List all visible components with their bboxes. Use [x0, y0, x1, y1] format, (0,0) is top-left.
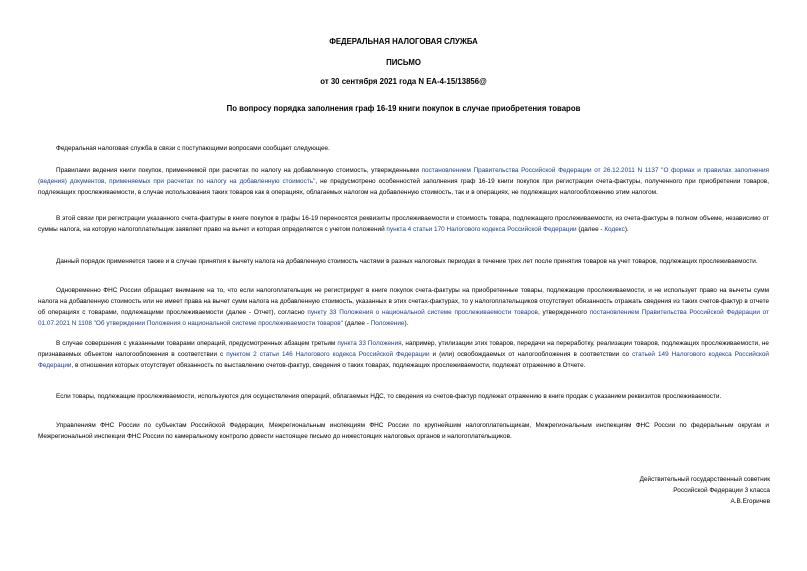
paragraph-intro — [38, 143, 769, 154]
paragraph-text: Федеральная налоговая служба в связи с поступающими вопросами сообщает следующее. — [56, 145, 330, 152]
paragraph-4 — [38, 256, 769, 267]
paragraph-text: , утвержденного — [537, 309, 590, 316]
tax-code-art170-link[interactable]: пункта 4 статьи 170 Налогового кодекса Российской Федерации — [386, 226, 577, 233]
document-subject: По вопросу порядка заполнения граф 16-19 книги покупок в случае приобретения товаров — [226, 104, 581, 113]
paragraph-text: Управлениям ФНС России по субъектам Российской Федерации, Межрегиональным инспекциям ФНС России по крупнейшим налогоплательщикам, Межрегиональным инспекциям ФНС России по федеральным округам и Межрегиональной инспекции ФНС России по камеральному контролю довести настоящее письмо до нижестоящих налоговых органов и налогоплательщиков. — [38, 422, 769, 440]
paragraph-text: В этой связи при регистрации указанного счета-фактуры в книге покупок в графы 16-19 переносятся реквизиты прослеживаемости и стоимость товара, подлежащего прослеживаемости, из счета-фактуры в полном объеме, независимо от суммы налога, на которую налогоплательщик заявляет право на вычет и которая определяется с учетом положений — [38, 215, 769, 233]
agency-title: ФЕДЕРАЛЬНАЯ НАЛОГОВАЯ СЛУЖБА — [329, 37, 478, 46]
paragraph-text: ). — [404, 320, 409, 327]
decree-1137-link[interactable]: постановлением Правительства Российской Федерации от 26.12.2011 N 1137 "О формах и правилах заполнения (ведения) документов, применяемых при расчетах по налогу на добавленную стоимость" — [38, 167, 769, 185]
paragraph-5 — [38, 285, 769, 329]
paragraph-text: Одновременно ФНС России обращает внимание на то, что если налогоплательщик не регистрирует в книге покупок счета-фактуры на приобретенные товары, подлежащие прослеживаемости, и не использует право на вычеты сумм налога на добавленную стоимость или не имеет права на вычет сумм налога на добавленную стоимость, указанных в этих счетах-фактурах, то у налогоплательщиков отсутствует обязанность отражать сведения из таких счетов-фактур в отчете об операциях с товарами, подлежащими прослеживаемости (далее - Отчет), согласно — [38, 287, 769, 316]
signature-class: Российской Федерации 3 класса — [673, 487, 770, 494]
paragraph-2 — [38, 165, 769, 198]
paragraph-7 — [38, 391, 769, 402]
regulation-p33-link[interactable]: пункту 33 Положения о национальной системе прослеживаемости товаров — [307, 309, 538, 316]
tax-code-art146-link[interactable]: пунктом 2 статьи 146 Налогового кодекса Российской Федерации — [226, 351, 430, 358]
regulation-link[interactable]: Положение — [370, 320, 405, 327]
paragraph-6 — [38, 338, 769, 371]
paragraph-3 — [38, 213, 769, 235]
paragraph-text: В случае совершения с указанными товарами операций, предусмотренных абзацем третьим — [56, 340, 338, 347]
paragraph-text: , не предусмотрено особенностей заполнения граф 16-19 книги покупок при регистрации счета-фактуры, полученного при приобретении товаров, подлежащих прослеживаемости, в случае использования таких товаров как в операциях, облагаемых налогом на добавленную стоимость, так и в операциях, не подлежащих налогообложению этим налогом. — [38, 178, 769, 196]
signature-block — [560, 474, 770, 507]
paragraph-text: Правилами ведения книги покупок, применяемой при расчетах по налогу на добавленную стоимость, утвержденными — [56, 167, 422, 174]
paragraph-text: Если товары, подлежащие прослеживаемости, используются для осуществления операций, облагаемых НДС, то сведения из счетов-фактур подлежат отражению в книге продаж с указанием реквизитов прослеживаемости. — [56, 393, 722, 400]
paragraph-text: и (или) освобождаемых от налогообложения в соответствии со — [429, 351, 633, 358]
signature-name: А.В.Егоричев — [730, 498, 770, 505]
paragraph-text: , например, утилизации этих товаров, передачи на переработку, реализации товаров, подлежащих прослеживаемости, не признаваемых объектом налогообложения в соответствии с — [38, 340, 769, 358]
paragraph-text: (далее - — [342, 320, 371, 327]
paragraph-text: , в отношении которых отсутствует обязанность по выставлению счетов-фактур, сведения о таких товарах, подлежащих прослеживаемости, подлежат отражению в Отчете. — [71, 362, 586, 369]
tax-code-art149-link[interactable]: статьей 149 Налогового кодекса Российской Федерации — [38, 351, 770, 369]
tax-code-link[interactable]: Кодекс — [604, 226, 625, 233]
decree-1108-link[interactable]: постановлением Правительства Российской Федерации от 01.07.2021 N 1108 "Об утверждении Положения о национальной системе прослеживаемости товаров" — [38, 309, 769, 327]
signature-rank: Действительный государственный советник — [639, 476, 770, 483]
document-date-number: от 30 сентября 2021 года N ЕА-4-15/13856@ — [320, 77, 487, 86]
paragraph-text: ). — [624, 226, 629, 233]
document-type: ПИСЬМО — [386, 58, 421, 67]
paragraph-text: Данный порядок применяется также и в случае принятия к вычету налога на добавленную стоимость частями в разных налоговых периодах в течение трех лет после принятия товаров на учет товаров, подлежащих прослеживаемости. — [56, 258, 758, 265]
paragraph-text: (далее - — [576, 226, 605, 233]
regulation-p33-link-2[interactable]: пункта 33 Положения — [337, 340, 402, 347]
paragraph-8 — [38, 420, 769, 442]
